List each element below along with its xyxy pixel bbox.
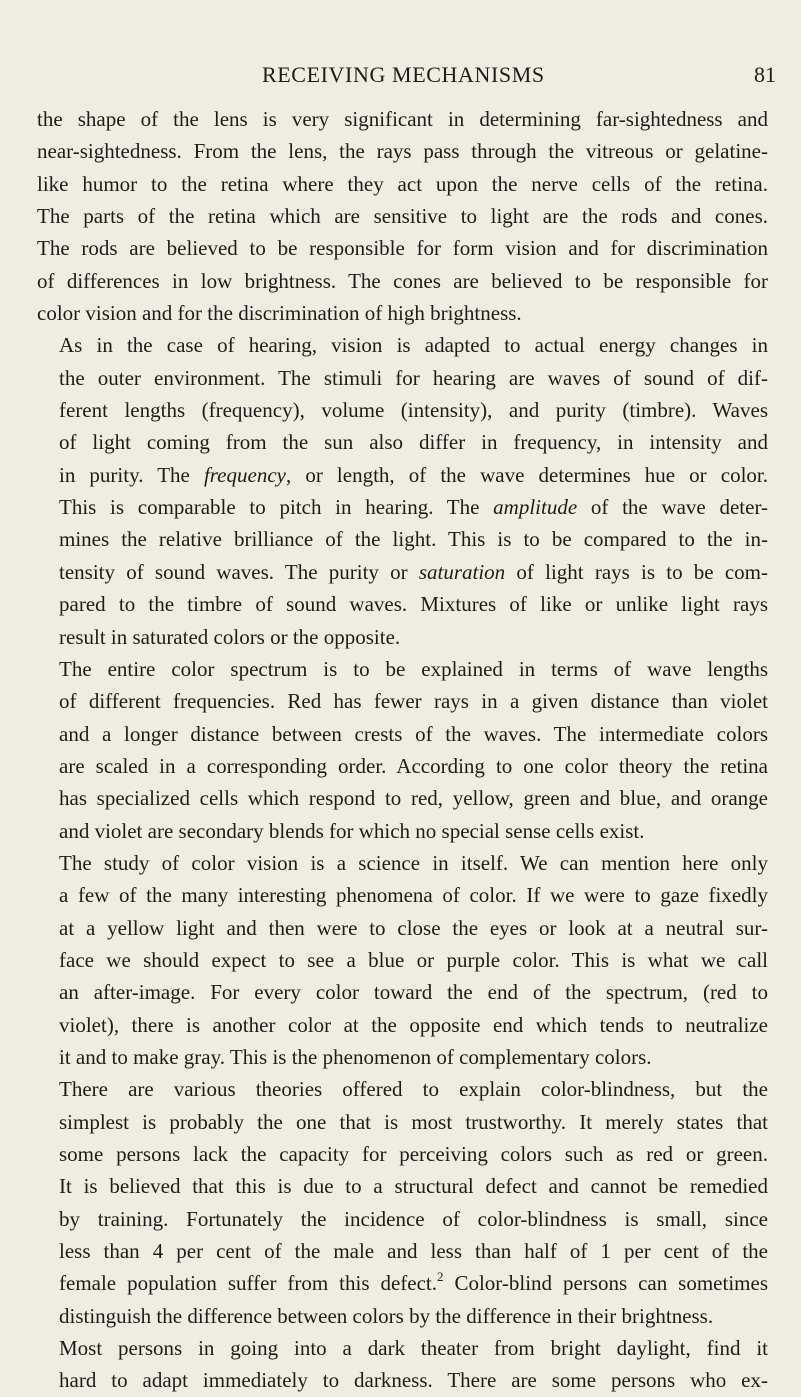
- page-header: [0, 62, 801, 94]
- text-line: a few of the many interesting phenomena of color. If we were to gaze fixedly: [59, 883, 768, 908]
- page-number: 81: [754, 62, 776, 87]
- text-line: The entire color spectrum is to be explained in terms of wave lengths: [59, 656, 768, 681]
- text-line: There are various theories offered to explain color-blindness, but the: [59, 1077, 768, 1102]
- paragraph: [37, 1073, 768, 1332]
- text-line: pared to the timbre of sound waves. Mixtures of like or unlike light rays: [59, 592, 768, 617]
- text-line: face we should expect to see a blue or purple color. This is what we call: [59, 947, 768, 972]
- paragraph: [37, 653, 768, 847]
- text-line: As in the case of hearing, vision is adapted to actual energy changes in: [59, 333, 768, 358]
- text-line: near-sightedness. From the lens, the rays pass through the vitreous or gelatine-: [37, 139, 768, 164]
- text-line: some persons lack the capacity for perceiving colors such as red or green.: [59, 1142, 768, 1166]
- text-line: The rods are believed to be responsible for form vision and for discrimination: [37, 236, 768, 261]
- text-line: at a yellow light and then were to close the eyes or look at a neutral sur-: [59, 915, 768, 940]
- text-line: It is believed that this is due to a structural defect and cannot be remedied: [59, 1174, 768, 1199]
- footnote-ref[interactable]: 2: [437, 1269, 444, 1285]
- text-line: result in saturated colors or the opposite.: [59, 624, 401, 649]
- italic-term: saturation: [418, 559, 506, 584]
- text-line: color vision and for the discrimination of high brightness.: [37, 301, 522, 326]
- text-line: of different frequencies. Red has fewer rays in a given distance than violet: [59, 689, 768, 714]
- italic-term: frequency: [203, 462, 286, 487]
- text-line: the shape of the lens is very significant in determining far-sightedness and: [37, 107, 768, 131]
- paragraph: [37, 103, 768, 329]
- text-line: Most persons in going into a dark theater from bright daylight, find it: [59, 1336, 768, 1361]
- text-line: by training. Fortunately the incidence of color-blindness is small, since: [59, 1206, 768, 1231]
- text-line: tensity of sound waves. The purity or saturation of light rays is to be com-: [59, 559, 768, 584]
- text-line: female population suffer from this defect.$^2$ Color-blind persons can sometimes: [59, 1269, 768, 1296]
- text-line: are scaled in a corresponding order. According to one color theory the retina: [59, 753, 768, 778]
- text-line: violet), there is another color at the opposite end which tends to neutralize: [59, 1012, 768, 1037]
- text-line: has specialized cells which respond to red, yellow, green and blue, and orange: [59, 786, 768, 811]
- text-line: less than 4 per cent of the male and less than half of 1 per cent of the: [59, 1239, 768, 1264]
- text-line: mines the relative brilliance of the light. This is to be compared to the in-: [59, 527, 768, 552]
- text-line: of differences in low brightness. The cones are believed to be responsible for: [37, 268, 768, 293]
- text-line: ferent lengths (frequency), volume (intensity), and purity (timbre). Waves: [59, 398, 768, 423]
- text-line: the outer environment. The stimuli for hearing are waves of sound of dif-: [59, 365, 768, 390]
- italic-term: amplitude: [493, 495, 578, 520]
- text-line: The study of color vision is a science in itself. We can mention here only: [59, 850, 768, 875]
- body-text: [37, 103, 768, 1397]
- text-line: an after-image. For every color toward the end of the spectrum, (red to: [59, 980, 768, 1005]
- text-line: distinguish the difference between colors by the difference in their brightness.: [59, 1303, 714, 1328]
- text-line: and a longer distance between crests of the waves. The intermediate colors: [59, 721, 768, 746]
- paragraph: [37, 1332, 768, 1397]
- text-line: simplest is probably the one that is most trustworthy. It merely states that: [59, 1109, 768, 1134]
- text-line: hard to adapt immediately to darkness. There are some persons who ex-: [59, 1368, 768, 1393]
- paragraph: [37, 329, 768, 652]
- text-line: in purity. The frequency, or length, of the wave determines hue or color.: [59, 462, 768, 487]
- text-line: This is comparable to pitch in hearing. The amplitude of the wave deter-: [59, 495, 768, 520]
- text-line: it and to make gray. This is the phenomenon of complementary colors.: [59, 1044, 652, 1069]
- text-line: like humor to the retina where they act upon the nerve cells of the retina.: [37, 171, 768, 196]
- paragraph: [37, 847, 768, 1073]
- text-line: of light coming from the sun also differ in frequency, in intensity and: [59, 430, 768, 455]
- running-head: RECEIVING MECHANISMS: [262, 62, 545, 87]
- text-line: and violet are secondary blends for which no special sense cells exist.: [59, 818, 645, 843]
- text-line: The parts of the retina which are sensitive to light are the rods and cones.: [37, 204, 768, 229]
